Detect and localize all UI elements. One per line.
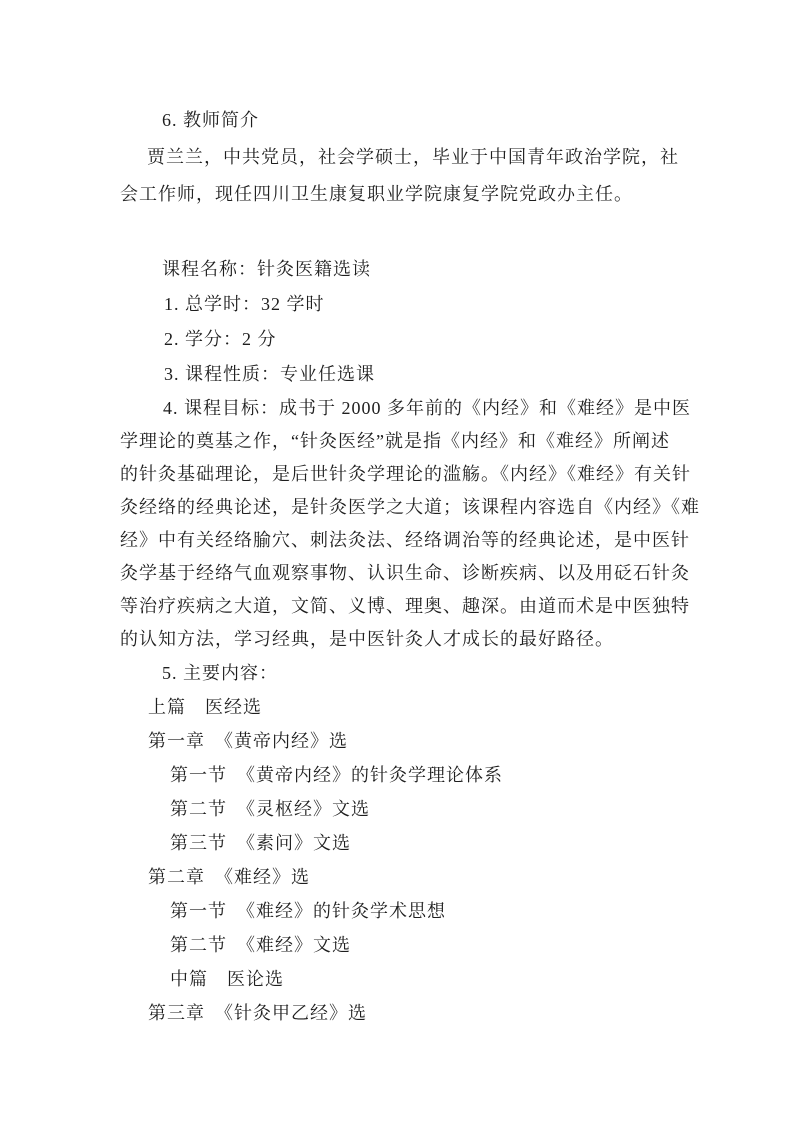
outline-chapter-2-section-2: 第二节 《难经》文选 <box>170 935 351 955</box>
course-outline-block <box>120 656 740 1030</box>
course-goal-line: 学理论的奠基之作，“针灸医经”就是指《内经》和《难经》所阐述 <box>120 431 670 451</box>
teacher-intro-heading: 6. 教师简介 <box>162 110 259 130</box>
course-facts-block <box>120 252 740 392</box>
course-goal-line: 灸经络的经典论述，是针灸医学之大道；该课程内容选自《内经》《难 <box>120 497 700 517</box>
course-total-hours-line: 1. 总学时：32 学时 <box>164 294 325 314</box>
outline-chapter-2: 第二章 《难经》选 <box>148 867 310 887</box>
outline-chapter-3: 第三章 《针灸甲乙经》选 <box>148 1003 367 1023</box>
course-type-line: 3. 课程性质：专业任选课 <box>164 364 375 384</box>
course-goal-line: 等治疗疾病之大道，文简、义博、理奥、趣深。由道而术是中医独特 <box>120 596 690 616</box>
course-goal-line: 灸学基于经络气血观察事物、认识生命、诊断疾病、以及用砭石针灸 <box>120 563 690 583</box>
course-goal-line: 经》中有关经络腧穴、刺法灸法、经络调治等的经典论述，是中医针 <box>120 530 690 550</box>
course-goal-line: 4. 课程目标：成书于 2000 多年前的《内经》和《难经》是中医 <box>163 398 691 418</box>
course-goal-line: 的认知方法，学习经典，是中医针灸人才成长的最好路径。 <box>120 629 614 649</box>
outline-chapter-1-section-3: 第三节 《素问》文选 <box>170 833 351 853</box>
course-credits-line: 2. 学分：2 分 <box>164 329 277 349</box>
outline-chapter-1-section-2: 第二节 《灵枢经》文选 <box>170 799 370 819</box>
course-goal-paragraph <box>120 392 740 656</box>
outline-chapter-1: 第一章 《黄帝内经》选 <box>148 731 348 751</box>
outline-part-middle: 中篇 医论选 <box>170 969 284 989</box>
course-name-line: 课程名称：针灸医籍选读 <box>162 259 371 279</box>
teacher-intro-line-2: 会工作师，现任四川卫生康复职业学院康复学院党政办主任。 <box>120 184 633 204</box>
outline-chapter-1-section-1: 第一节 《黄帝内经》的针灸学理论体系 <box>170 765 503 785</box>
teacher-intro-block <box>120 102 740 213</box>
outline-part-upper: 上篇 医经选 <box>148 697 262 717</box>
main-content-heading: 5. 主要内容： <box>162 663 278 683</box>
outline-chapter-2-section-1: 第一节 《难经》的针灸学术思想 <box>170 901 446 921</box>
course-goal-line: 的针灸基础理论，是后世针灸学理论的滥觞。《内经》《难经》有关针 <box>120 464 691 484</box>
teacher-intro-line-1: 贾兰兰，中共党员，社会学硕士，毕业于中国青年政治学院，社 <box>147 147 679 167</box>
document-content <box>120 102 740 1030</box>
